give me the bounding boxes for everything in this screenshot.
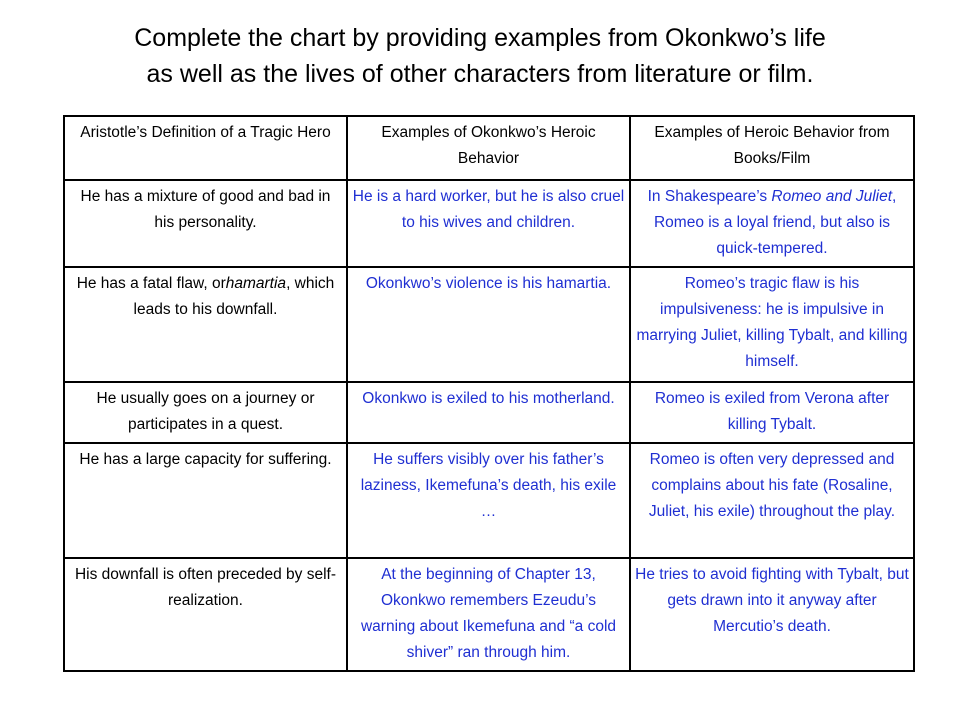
hamartia-term: hamartia — [225, 275, 287, 292]
table-row — [64, 267, 914, 382]
okonkwo-example-cell: Okonkwo is exiled to his motherland. — [347, 382, 630, 443]
other-example-cell: Romeo is exiled from Verona after killing Tybalt. — [630, 382, 914, 443]
definition-cell — [64, 267, 347, 382]
okonkwo-example-cell: He is a hard worker, but he is also cruel to his wives and children. — [347, 180, 630, 267]
title-line-2: as well as the lives of other characters from literature or film. — [146, 60, 814, 88]
table-row — [64, 558, 914, 671]
okonkwo-example-cell: He suffers visibly over his father’s laziness, Ikemefuna’s death, his exile … — [347, 443, 630, 558]
header-okonkwo-examples: Examples of Okonkwo’s Heroic Behavior — [347, 116, 630, 180]
other-example-cell: He tries to avoid fighting with Tybalt, but gets drawn into it anyway after Mercutio’s death. — [630, 558, 914, 671]
okonkwo-example-cell: At the beginning of Chapter 13, Okonkwo remembers Ezeudu’s warning about Ikemefuna and “a cold shiver” ran through him. — [347, 558, 630, 671]
other-example-cell: Romeo’s tragic flaw is his impulsiveness: he is impulsive in marrying Juliet, killing Tybalt, and killing himself. — [630, 267, 914, 382]
page-title — [0, 20, 960, 92]
header-definition: Aristotle’s Definition of a Tragic Hero — [64, 116, 347, 180]
other-example-prefix: In Shakespeare’s — [647, 188, 772, 205]
table-row — [64, 180, 914, 267]
tragic-hero-chart — [63, 115, 915, 672]
other-example-suffix: , Romeo is a loyal friend, but also is quick-tempered. — [653, 188, 897, 257]
definition-cell: He has a mixture of good and bad in his personality. — [64, 180, 347, 267]
header-other-examples: Examples of Heroic Behavior from Books/Film — [630, 116, 914, 180]
play-title: Romeo and Juliet — [771, 188, 893, 205]
definition-suffix: , which leads to his downfall. — [133, 275, 335, 318]
other-example-cell — [630, 180, 914, 267]
header-row — [64, 116, 914, 180]
definition-cell: He usually goes on a journey or participates in a quest. — [64, 382, 347, 443]
table-row — [64, 382, 914, 443]
table-row — [64, 443, 914, 558]
okonkwo-example-cell: Okonkwo’s violence is his hamartia. — [347, 267, 630, 382]
definition-cell: He has a large capacity for suffering. — [64, 443, 347, 558]
definition-prefix: He has a fatal flaw, or — [76, 275, 226, 292]
definition-cell: His downfall is often preceded by self-realization. — [64, 558, 347, 671]
other-example-cell: Romeo is often very depressed and complains about his fate (Rosaline, Juliet, his exile) throughout the play. — [630, 443, 914, 558]
title-line-1: Complete the chart by providing examples from Okonkwo’s life — [134, 24, 826, 52]
